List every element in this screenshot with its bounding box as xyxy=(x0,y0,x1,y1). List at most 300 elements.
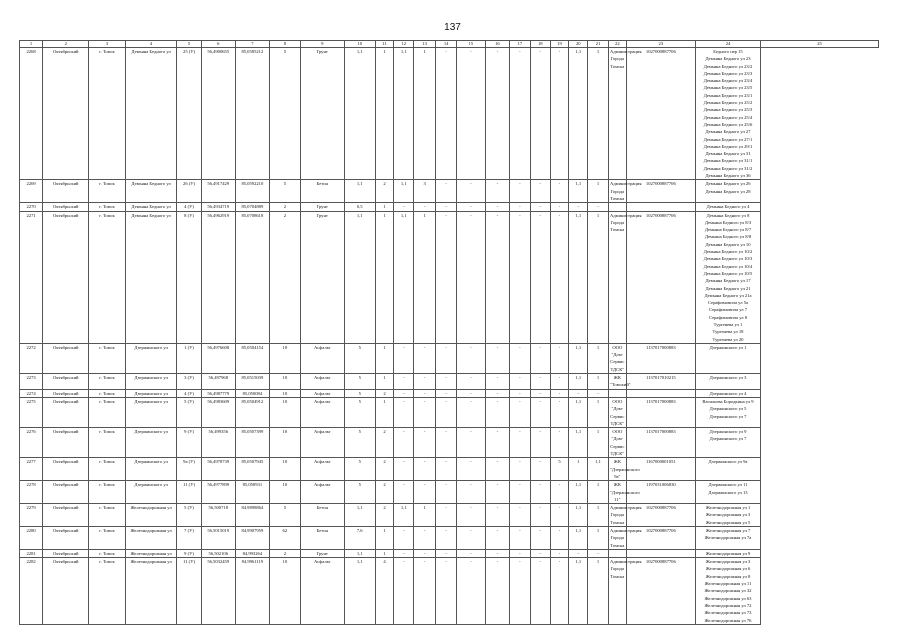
table-cell: - xyxy=(485,203,509,211)
served-address: Железнодорожная ул 5 xyxy=(705,519,751,525)
column-number-header: 18 xyxy=(530,41,550,48)
table-cell: - xyxy=(588,203,609,211)
table-cell: 7 (У) xyxy=(177,527,201,550)
table-cell: - xyxy=(550,481,569,504)
table-cell: г. Томск xyxy=(89,211,125,343)
served-addresses-cell xyxy=(696,397,761,427)
served-address: Дзержинского ул 13 xyxy=(708,489,748,495)
table-cell: 2277 xyxy=(20,458,43,481)
table-cell xyxy=(626,389,695,397)
table-cell: Асфальт xyxy=(300,397,344,427)
table-cell: Асфальт xyxy=(300,343,344,373)
served-address: Демьяна Бедного ул 8/8 xyxy=(704,234,752,240)
table-cell: - xyxy=(485,428,509,458)
table-cell: г. Томск xyxy=(89,549,125,557)
table-cell: 1,1 xyxy=(569,343,588,373)
table-cell: - xyxy=(436,180,457,203)
table-cell: 1,1 xyxy=(569,481,588,504)
table-cell: 1,1 xyxy=(569,504,588,527)
table-cell: 56,502106 xyxy=(201,549,235,557)
served-address: Демьяна Бедного ул 29/1 xyxy=(703,143,753,149)
table-cell: - xyxy=(509,211,530,343)
table-cell: 9 (У) xyxy=(177,428,201,458)
table-row xyxy=(20,527,879,550)
table-cell: 2271 xyxy=(20,211,43,343)
table-cell: 2 xyxy=(375,428,394,458)
table-cell: Дзержинского ул xyxy=(125,343,177,373)
served-address: Демьяна Бедного ул 23/3 xyxy=(703,70,753,76)
table-row xyxy=(20,374,879,390)
table-cell: - xyxy=(588,389,609,397)
column-number-header: 8 xyxy=(269,41,300,48)
table-cell: Октябрьский xyxy=(43,549,89,557)
table-cell: - xyxy=(414,481,436,504)
served-address: Демьяна Бедного ул 23/5 xyxy=(703,85,753,91)
table-cell: 1,1 xyxy=(394,180,414,203)
table-cell: 1027000887706 xyxy=(626,180,695,203)
table-cell: 3 (У) xyxy=(177,374,201,390)
served-address: Демьяна Бедного ул 23 xyxy=(705,56,751,62)
table-cell: 56,5032459 xyxy=(201,558,235,625)
served-address: Демьяна Бедного ул 10/4 xyxy=(703,263,753,269)
table-cell: - xyxy=(394,481,414,504)
table-cell: 1 xyxy=(375,343,394,373)
table-cell: 84,9961119 xyxy=(235,558,269,625)
table-cell: г. Томск xyxy=(89,481,125,504)
table-cell: 56,499356 xyxy=(201,428,235,458)
table-cell: 10 xyxy=(269,343,300,373)
table-cell: ООО "Дом-Сервис ТДСК" xyxy=(610,429,625,457)
table-cell: Октябрьский xyxy=(43,558,89,625)
served-address: Дзержинского ул 9а xyxy=(708,459,748,465)
table-cell: г. Томск xyxy=(89,558,125,625)
served-address: Железнодорожная ул 3 xyxy=(705,512,751,518)
served-address: Демьяна Бедного ул 8/3 xyxy=(704,219,752,225)
table-cell: 1,1 xyxy=(344,48,375,180)
table-cell: 85,0704889 xyxy=(235,203,269,211)
table-cell xyxy=(626,549,695,557)
table-cell: 0,5 xyxy=(344,203,375,211)
table-cell: г. Томск xyxy=(89,428,125,458)
table-cell: 2282 xyxy=(20,558,43,625)
served-address: Железнодорожная ул 72 xyxy=(704,602,752,608)
table-cell: 84,993264 xyxy=(235,549,269,557)
table-cell: - xyxy=(457,428,486,458)
table-cell: г. Томск xyxy=(89,374,125,390)
table-cell: 10 xyxy=(269,481,300,504)
table-cell: 85,0708618 xyxy=(235,211,269,343)
table-cell: 1,1 xyxy=(569,48,588,180)
table-cell: ООО "Дом-Сервис ТДСК" xyxy=(610,398,625,426)
served-address: Демьяна Бедного ул 4 xyxy=(706,204,750,210)
table-cell: Бетон xyxy=(300,504,344,527)
column-number-header: 22 xyxy=(609,41,627,48)
table-cell: - xyxy=(436,428,457,458)
table-cell: 10 xyxy=(269,558,300,625)
table-cell: 26 (У) xyxy=(177,180,201,203)
table-cell: - xyxy=(457,48,486,180)
table-cell: - xyxy=(414,549,436,557)
table-cell: - xyxy=(550,558,569,625)
table-cell: 84,9898864 xyxy=(235,504,269,527)
table-cell: 25 (У) xyxy=(177,48,201,180)
table-cell xyxy=(609,389,627,397)
table-cell: Дзержинского ул xyxy=(125,389,177,397)
table-cell: 2 xyxy=(375,504,394,527)
table-cell: - xyxy=(509,428,530,458)
table-cell: 4 (У) xyxy=(177,389,201,397)
table-cell: 85,050931 xyxy=(235,481,269,504)
table-cell: 11 (У) xyxy=(177,481,201,504)
table-cell: Демьяна Бедного ул xyxy=(125,211,177,343)
table-cell: Администрация Города Томска xyxy=(610,528,642,548)
table-cell: - xyxy=(569,389,588,397)
table-cell: 1,1 xyxy=(344,504,375,527)
table-cell: - xyxy=(414,527,436,550)
table-cell xyxy=(609,549,627,557)
table-cell: г. Томск xyxy=(89,343,125,373)
served-addresses-cell xyxy=(696,211,761,343)
column-number-header: 16 xyxy=(485,41,509,48)
table-cell: 2 xyxy=(375,481,394,504)
table-cell: 7,6 xyxy=(344,527,375,550)
table-cell: 5 xyxy=(344,428,375,458)
table-cell: - xyxy=(436,558,457,625)
table-cell: 1 xyxy=(414,211,436,343)
table-cell: - xyxy=(485,504,509,527)
table-cell: 5 xyxy=(344,343,375,373)
served-address: Дзержинского ул 11 xyxy=(708,482,748,488)
table-cell: Дзержинского ул xyxy=(125,428,177,458)
table-row xyxy=(20,48,879,180)
served-addresses-cell xyxy=(696,481,761,504)
table-cell: 1027000887706 xyxy=(626,558,695,625)
table-cell: - xyxy=(550,504,569,527)
table-row xyxy=(20,203,879,211)
served-addresses-cell xyxy=(696,428,761,458)
table-cell: Железнодорожная ул xyxy=(125,527,177,550)
served-address: Демьяна Бедного ул 31/2 xyxy=(703,165,753,171)
table-cell: 85,0507399 xyxy=(235,428,269,458)
table-cell: 1 xyxy=(588,527,609,550)
table-cell: Октябрьский xyxy=(43,428,89,458)
table-cell: 56,4983609 xyxy=(201,397,235,427)
served-addresses-cell xyxy=(696,389,761,397)
served-address: Демьяна Бедного ул 28 xyxy=(705,188,751,194)
table-cell: 2274 xyxy=(20,389,43,397)
table-cell: 1,1 xyxy=(394,504,414,527)
table-cell: 2268 xyxy=(20,48,43,180)
table-cell: Дзержинского ул xyxy=(125,374,177,390)
table-cell: - xyxy=(550,343,569,373)
table-row xyxy=(20,458,879,481)
table-cell: - xyxy=(485,549,509,557)
table-cell: Грунт xyxy=(300,549,344,557)
table-cell: - xyxy=(457,389,486,397)
column-number-header: 10 xyxy=(344,41,375,48)
table-cell: 1 xyxy=(414,48,436,180)
table-cell: - xyxy=(530,374,550,390)
table-cell: г. Томск xyxy=(89,180,125,203)
served-address: Железнодорожная ул 7а xyxy=(704,535,752,541)
table-cell: Администрация Города Томска xyxy=(609,48,627,180)
served-address: Дзержинского ул 7 xyxy=(709,436,747,442)
table-row xyxy=(20,481,879,504)
table-cell: 56,497968 xyxy=(201,374,235,390)
table-cell: - xyxy=(394,343,414,373)
table-cell: - xyxy=(436,203,457,211)
table-cell: 1167000001051 xyxy=(626,458,695,481)
table-cell: - xyxy=(550,527,569,550)
table-cell: 1 xyxy=(375,527,394,550)
table-cell: - xyxy=(550,389,569,397)
table-cell: - xyxy=(509,374,530,390)
served-address: Дзержинского ул 1 xyxy=(709,344,747,350)
table-cell: г. Томск xyxy=(89,504,125,527)
table-cell: г. Томск xyxy=(89,458,125,481)
table-row xyxy=(20,549,879,557)
table-cell: - xyxy=(414,458,436,481)
table-cell: 56,4900655 xyxy=(201,48,235,180)
table-cell: - xyxy=(457,397,486,427)
served-address: Демьяна Бедного ул 31/1 xyxy=(703,158,753,164)
table-cell: - xyxy=(530,549,550,557)
table-cell: 1,1 xyxy=(344,180,375,203)
table-cell: - xyxy=(569,203,588,211)
table-cell: Октябрьский xyxy=(43,203,89,211)
served-address: Дзержинского ул 4 xyxy=(709,390,747,396)
table-cell: Грунт xyxy=(300,203,344,211)
table-cell: 85,0515039 xyxy=(235,374,269,390)
table-cell: 1137017010215 xyxy=(626,374,695,390)
column-number-header: 17 xyxy=(509,41,530,48)
table-cell: - xyxy=(436,48,457,180)
table-cell: 10 xyxy=(269,389,300,397)
column-number-header: 7 xyxy=(235,41,269,48)
table-cell: Октябрьский xyxy=(43,397,89,427)
table-cell: 56,4976608 xyxy=(201,343,235,373)
column-number-header: 25 xyxy=(760,41,878,48)
table-cell: 62 xyxy=(269,527,300,550)
table-cell: - xyxy=(550,203,569,211)
table-cell: Асфальт xyxy=(300,458,344,481)
served-address: Демьяна Бедного ул 31 xyxy=(705,151,751,157)
table-cell: 1197031006830 xyxy=(626,481,695,504)
served-address: Демьяна Бедного ул 8/7 xyxy=(704,227,752,233)
table-cell: 85,0585212 xyxy=(235,48,269,180)
table-cell: 2281 xyxy=(20,549,43,557)
table-row xyxy=(20,180,879,203)
table-cell: - xyxy=(550,374,569,390)
column-number-header: 23 xyxy=(626,41,695,48)
served-address: Демьяна Бедного ул 23/2 xyxy=(703,63,753,69)
table-cell: - xyxy=(509,527,530,550)
table-cell: 2 xyxy=(269,549,300,557)
table-cell: 85,0507945 xyxy=(235,458,269,481)
table-cell: 1137017000883 xyxy=(626,343,695,373)
table-cell: Октябрьский xyxy=(43,389,89,397)
table-cell: 10 xyxy=(269,458,300,481)
table-cell: 1 xyxy=(588,48,609,180)
table-cell: - xyxy=(509,389,530,397)
table-cell: 1 xyxy=(375,374,394,390)
table-cell: 1 xyxy=(588,180,609,203)
table-cell: Грунт xyxy=(300,48,344,180)
table-cell: - xyxy=(509,343,530,373)
served-address: Демьяна Бедного ул 25/4 xyxy=(703,114,753,120)
table-cell: 5 xyxy=(344,481,375,504)
served-address: Дзержинского ул 5 xyxy=(709,406,747,412)
table-cell: - xyxy=(530,558,550,625)
table-cell: - xyxy=(485,48,509,180)
served-addresses-cell xyxy=(696,48,761,180)
served-address: Железнодорожная ул 32 xyxy=(704,588,752,594)
table-row xyxy=(20,343,879,373)
table-cell: 1,1 xyxy=(344,549,375,557)
table-cell: 5 xyxy=(550,458,569,481)
table-cell: 1 xyxy=(588,504,609,527)
table-cell: - xyxy=(485,397,509,427)
table-cell: - xyxy=(485,374,509,390)
served-address: Бедного пер 15 xyxy=(713,49,743,54)
table-cell: 56,4962919 xyxy=(201,211,235,343)
table-cell: 1,1 xyxy=(394,48,414,180)
table-cell: 1,1 xyxy=(569,397,588,427)
table-cell: - xyxy=(414,389,436,397)
served-address: Демьяна Бедного ул 27 xyxy=(705,129,751,135)
column-number-header: 24 xyxy=(696,41,761,48)
table-cell: 1 xyxy=(588,558,609,625)
table-cell: 1 (У) xyxy=(177,343,201,373)
table-cell: - xyxy=(509,180,530,203)
column-number-header: 4 xyxy=(125,41,177,48)
table-cell: 1,1 xyxy=(569,211,588,343)
table-cell: - xyxy=(414,343,436,373)
table-cell: Дзержинского ул xyxy=(125,458,177,481)
table-cell: Асфальт xyxy=(300,558,344,625)
table-cell: - xyxy=(457,203,486,211)
table-cell: г. Томск xyxy=(89,203,125,211)
table-cell: 1 xyxy=(588,428,609,458)
table-cell: - xyxy=(414,397,436,427)
column-number-row xyxy=(20,41,879,48)
table-cell: 10 xyxy=(269,428,300,458)
table-cell: 85,050084 xyxy=(235,389,269,397)
table-cell: Асфальт xyxy=(300,374,344,390)
table-cell: Октябрьский xyxy=(43,481,89,504)
table-cell: - xyxy=(530,504,550,527)
served-address: Железнодорожная ул 9 xyxy=(705,550,751,556)
table-cell: - xyxy=(394,549,414,557)
table-cell: Асфальт xyxy=(300,389,344,397)
table-cell: Октябрьский xyxy=(43,527,89,550)
served-address: Железнодорожная ул 11 xyxy=(704,581,752,587)
table-cell: 5 xyxy=(344,374,375,390)
served-address: Железнодорожная ул 7 xyxy=(705,528,751,533)
table-cell: - xyxy=(550,211,569,343)
served-address: Демьяна Бедного ул 8 xyxy=(706,212,750,218)
served-address: Железнодорожная ул 76 xyxy=(704,617,752,623)
table-cell: 1,1 xyxy=(569,180,588,203)
column-number-header: 2 xyxy=(43,41,89,48)
table-cell: 4 xyxy=(375,558,394,625)
table-cell: - xyxy=(457,180,486,203)
table-cell: Демьяна Бедного ул xyxy=(125,203,177,211)
table-cell: 4 (У) xyxy=(177,203,201,211)
table-cell: ЖК "Дзержинского 11" xyxy=(610,482,640,502)
table-cell: - xyxy=(530,211,550,343)
table-cell: Администрация Города Томска xyxy=(610,505,642,525)
column-number-header: 1 xyxy=(20,41,43,48)
table-cell: - xyxy=(436,374,457,390)
table-cell: - xyxy=(530,48,550,180)
served-address: Серафимовича ул 8 xyxy=(708,314,748,320)
table-cell: Бетон xyxy=(300,527,344,550)
served-addresses-cell xyxy=(696,504,761,527)
table-cell: 1,1 xyxy=(588,458,609,481)
table-cell: 1027000887706 xyxy=(626,211,695,343)
table-cell: - xyxy=(485,389,509,397)
served-address: Демьяна Бедного ул 26 xyxy=(705,181,751,187)
table-cell: - xyxy=(436,397,457,427)
served-address: Демьяна Бедного ул 17 xyxy=(705,278,751,284)
table-cell: Дзержинского ул xyxy=(125,397,177,427)
table-cell: 5 xyxy=(269,48,300,180)
served-address: Демьяна Бедного ул 10/3 xyxy=(703,256,753,262)
column-number-header: 14 xyxy=(436,41,457,48)
table-cell: - xyxy=(457,504,486,527)
table-cell: 1 xyxy=(588,481,609,504)
served-address: Железнодорожная ул 3 xyxy=(705,559,751,565)
served-addresses-cell xyxy=(696,527,761,550)
served-address: Демьяна Бедного ул 10/5 xyxy=(703,270,753,276)
table-cell: Железнодорожная ул xyxy=(125,558,177,625)
table-cell: - xyxy=(530,389,550,397)
table-cell: 2 xyxy=(375,458,394,481)
table-cell: - xyxy=(509,203,530,211)
column-number-header: 5 xyxy=(177,41,201,48)
table-cell: 1 xyxy=(375,203,394,211)
table-cell: Октябрьский xyxy=(43,458,89,481)
table-cell: 2278 xyxy=(20,481,43,504)
served-address: Тургенева ул 1 xyxy=(713,321,743,327)
table-cell: - xyxy=(457,374,486,390)
served-addresses-cell xyxy=(696,374,761,390)
table-cell: 2 xyxy=(269,203,300,211)
served-address: Демьяна Бедного ул 21а xyxy=(704,292,752,298)
table-cell: г. Томск xyxy=(89,389,125,397)
table-row xyxy=(20,211,879,343)
table-cell: 1 xyxy=(414,504,436,527)
table-cell: 56,4934719 xyxy=(201,203,235,211)
served-address: Дзержинского ул 7 xyxy=(709,413,747,419)
table-cell: - xyxy=(457,211,486,343)
table-cell: 9 (У) xyxy=(177,549,201,557)
served-address: Демьяна Бедного ул 21 xyxy=(705,285,751,291)
table-cell: 2272 xyxy=(20,343,43,373)
table-cell: 2 xyxy=(269,211,300,343)
table-cell xyxy=(609,203,627,211)
table-cell: 1137017000883 xyxy=(626,428,695,458)
served-address: Железнодорожная ул 73 xyxy=(704,610,752,616)
table-cell: - xyxy=(436,481,457,504)
table-cell: - xyxy=(394,397,414,427)
table-cell: 1 xyxy=(588,397,609,427)
table-cell: 2270 xyxy=(20,203,43,211)
served-address: Демьяна Бедного ул 10/2 xyxy=(703,249,753,255)
served-address: Серафимовича ул 5а xyxy=(707,300,749,306)
served-address: Демьяна Бедного ул 23/4 xyxy=(703,78,753,84)
